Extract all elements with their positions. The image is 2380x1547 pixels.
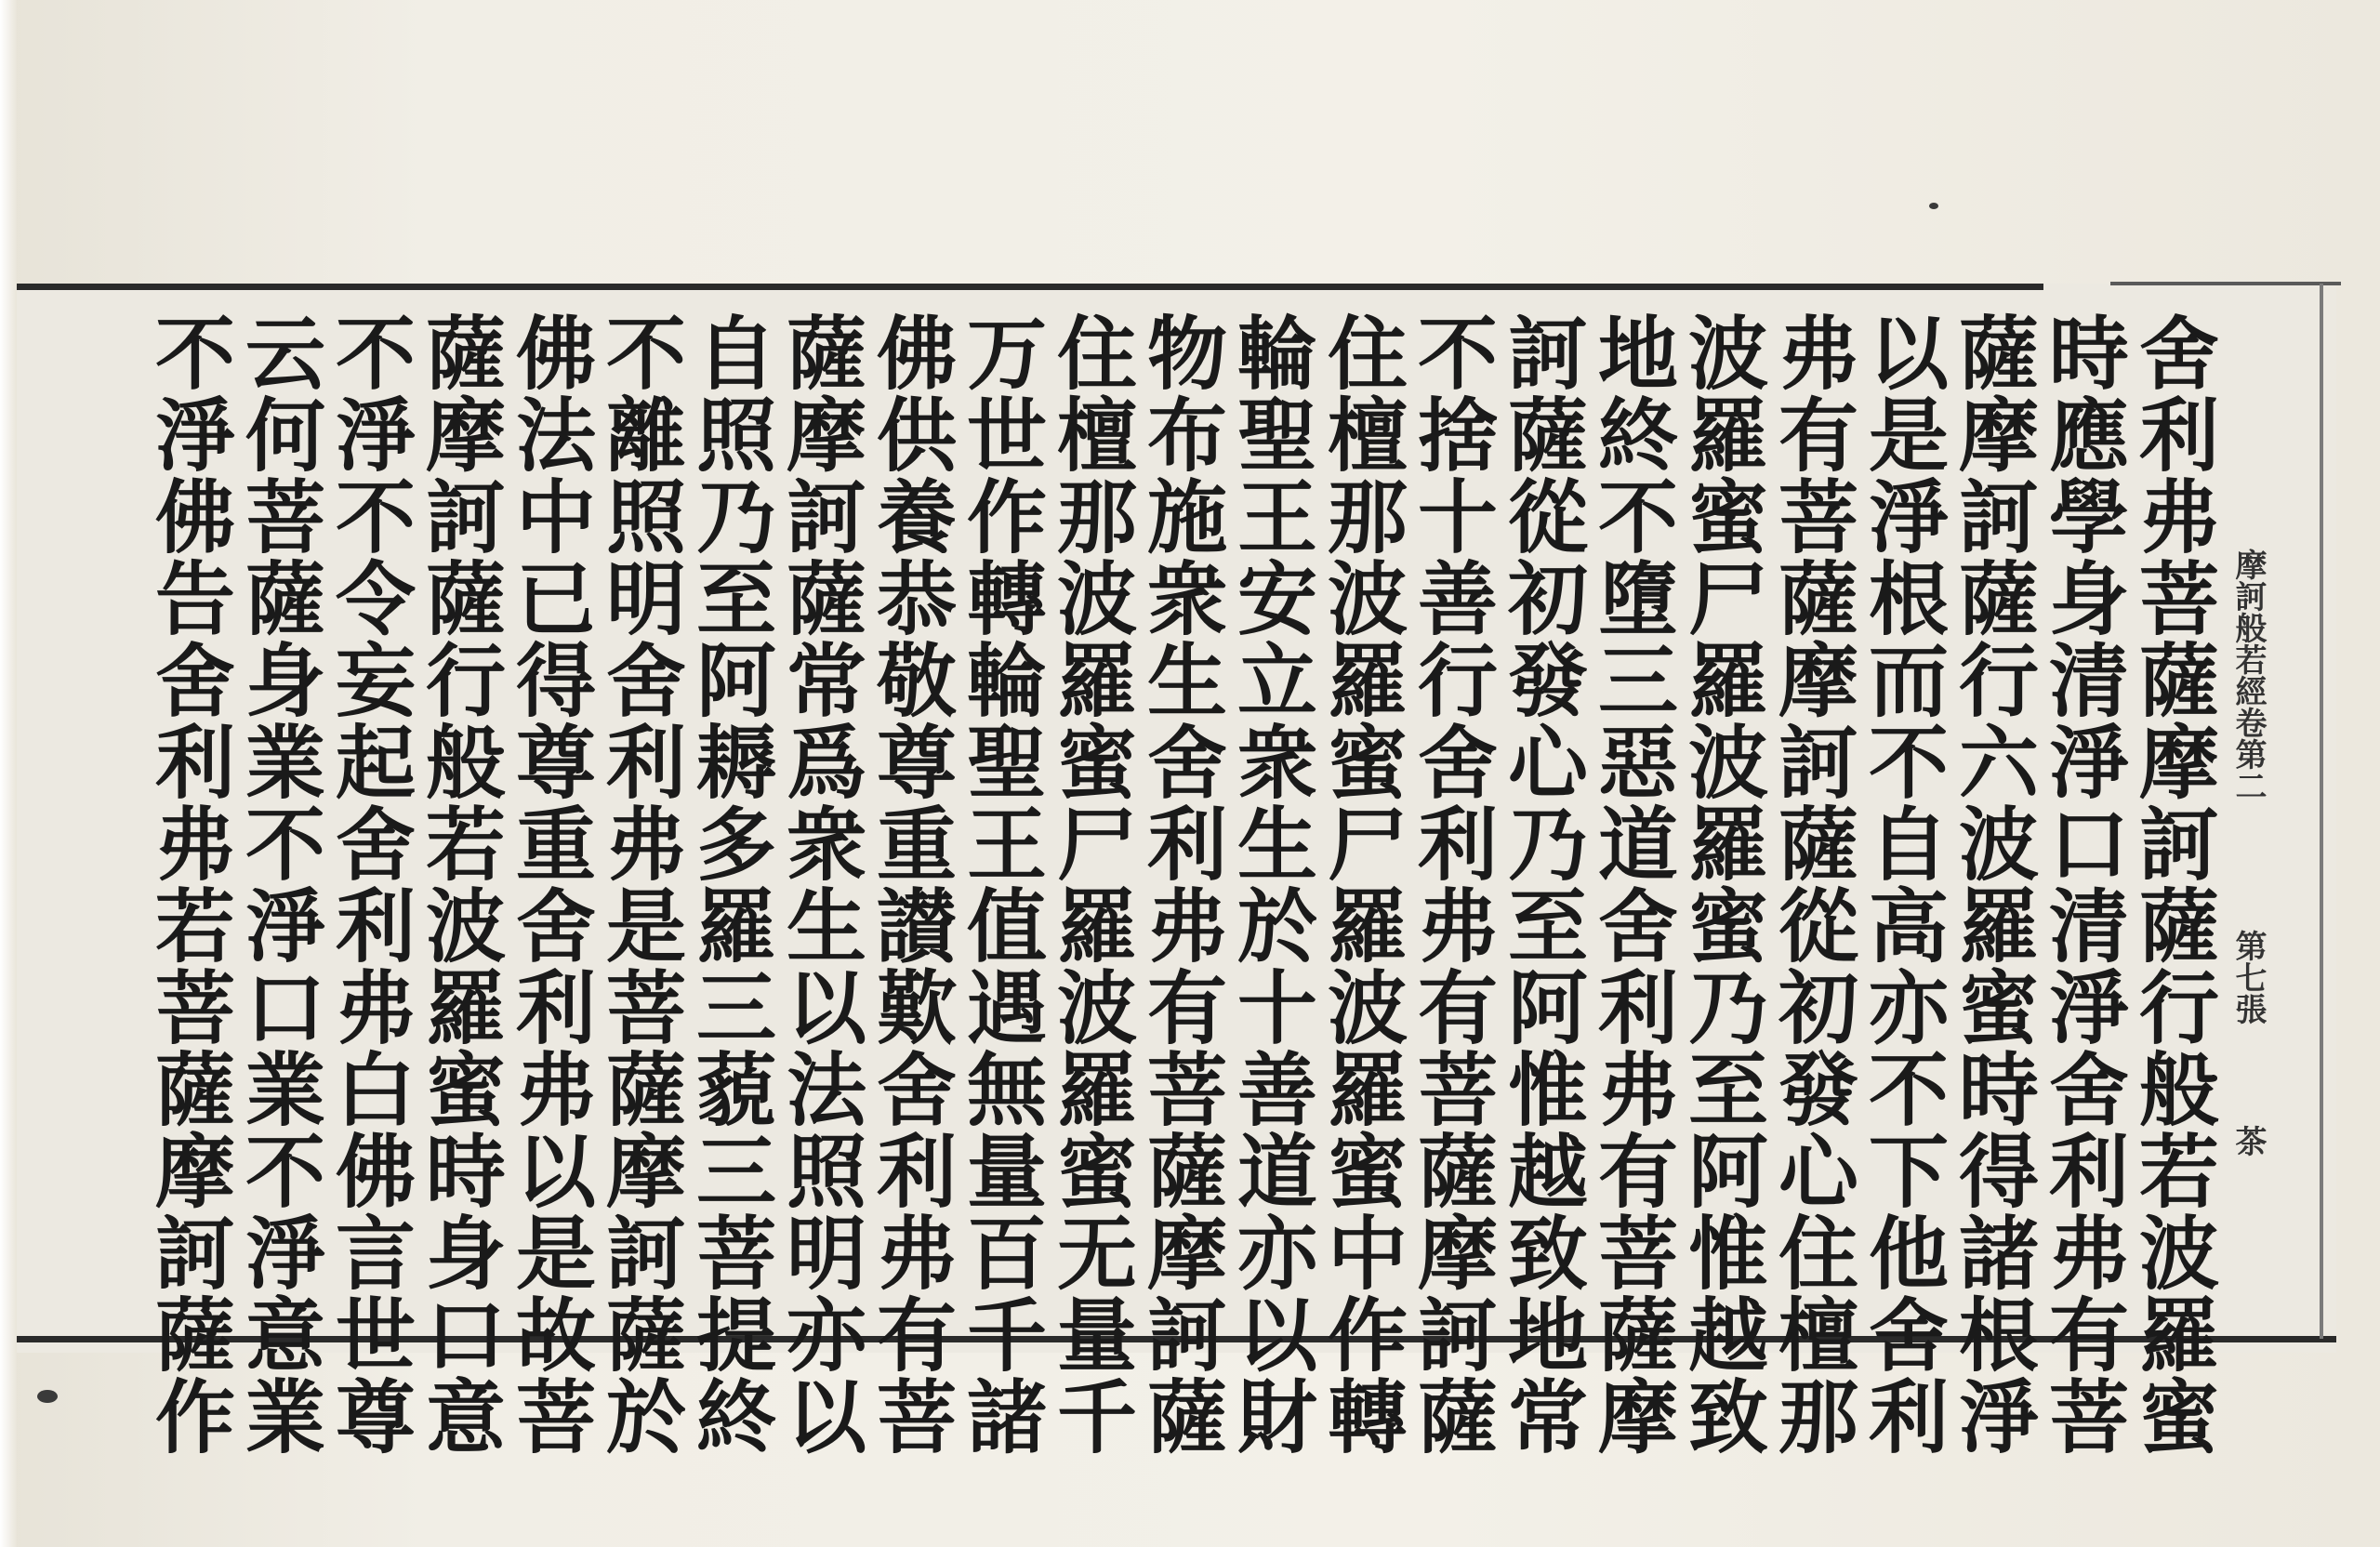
text-column-13: 住檀那波羅蜜尸羅波羅蜜无量千 (1043, 311, 1137, 1457)
text-column-2: 時應學身清淨口清淨舍利弗有菩 (2035, 311, 2129, 1457)
text-column-21: 不淨不令妄起舍利弗白佛言世尊 (322, 311, 416, 1457)
text-column-7: 地終不墮三惡道舍利弗有菩薩摩 (1584, 311, 1678, 1457)
text-column-18: 不離照明舍利弗是菩薩摩訶薩於 (592, 311, 686, 1457)
text-column-6: 波羅蜜尸羅波羅蜜乃至阿惟越致 (1674, 311, 1768, 1457)
text-column-19: 佛法中已得尊重舍利弗以是故菩 (502, 311, 596, 1457)
ink-speck (1929, 203, 1938, 209)
text-column-16: 薩摩訶薩常爲衆生以法照明亦以 (773, 311, 866, 1457)
right-border-rule (2320, 284, 2323, 1339)
text-column-4: 以是淨根而不自高亦不下他舍利 (1855, 311, 1949, 1457)
leaf-mark: 茶 (2229, 1125, 2267, 1157)
text-column-5: 弗有菩薩摩訶薩從初發心住檀那 (1765, 311, 1858, 1457)
text-column-8: 訶薩從初發心乃至阿惟越致地常 (1494, 311, 1588, 1457)
text-column-3: 薩摩訶薩行六波羅蜜時得諸根淨 (1945, 311, 2039, 1457)
sutra-title: 摩訶般若經卷第二 (2229, 549, 2267, 801)
text-column-9: 不捨十善行舍利弗有菩薩摩訶薩 (1404, 311, 1498, 1457)
text-column-12: 物布施衆生舍利弗有菩薩摩訶薩 (1133, 311, 1227, 1457)
text-column-11: 輪聖王安立衆生於十善道亦以財 (1223, 311, 1317, 1457)
ink-speck (37, 1390, 58, 1403)
text-column-15: 佛供養恭敬尊重讃歎舍利弗有菩 (863, 311, 957, 1457)
top-border-rule (17, 284, 2043, 290)
text-column-14: 万世作轉輪聖王值遇無量百千諸 (953, 311, 1047, 1457)
text-column-17: 自照乃至阿耨多羅三藐三菩提終 (682, 311, 776, 1457)
top-border-rule-right (2110, 282, 2341, 285)
text-column-20: 薩摩訶薩行般若波羅蜜時身口意 (412, 311, 506, 1457)
text-column-22: 云何菩薩身業不淨口業不淨意業 (231, 311, 325, 1457)
text-column-10: 住檀那波羅蜜尸羅波羅蜜中作轉 (1314, 311, 1408, 1457)
binding-edge (0, 0, 17, 1547)
leaf-number: 第七張 (2229, 930, 2267, 1025)
text-column-1: 舍利弗菩薩摩訶薩行般若波羅蜜 (2125, 311, 2219, 1457)
text-column-23: 不淨佛告舍利弗若菩薩摩訶薩作 (141, 311, 235, 1457)
